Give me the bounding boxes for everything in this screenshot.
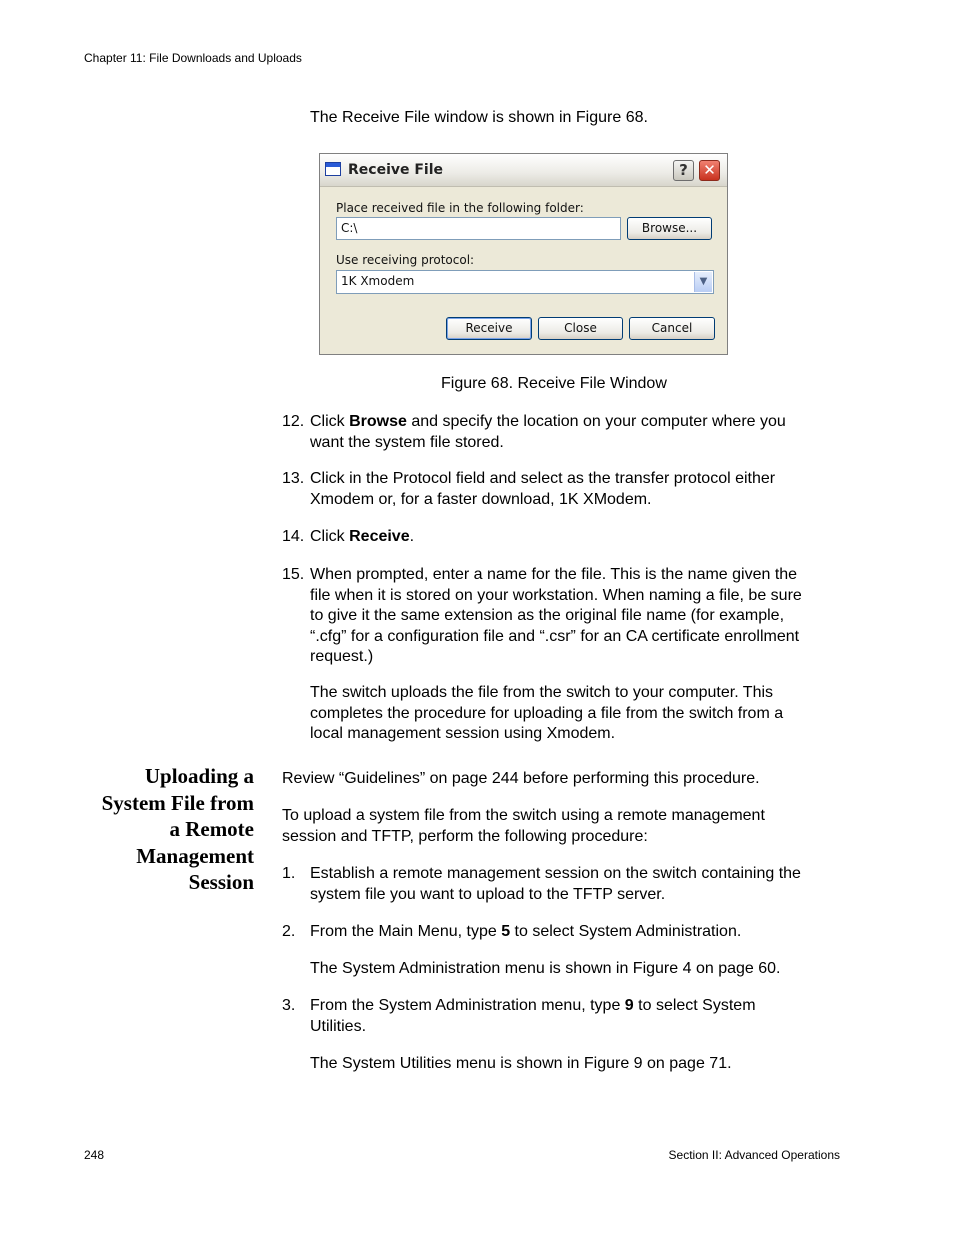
section-heading: Uploading a System File from a Remote Management Session (101, 764, 254, 894)
step-number: 3. (282, 997, 296, 1014)
step-number: 15. (282, 566, 305, 583)
step-text: From the Main Menu, type 5 to select System Administration. (310, 923, 742, 940)
list-item (282, 996, 852, 1038)
step-text: Click in the Protocol field and select as the transfer protocol either Xmodem or, for a faster download, 1K XModem. (310, 470, 776, 508)
step-number: 1. (282, 865, 296, 882)
dialog-titlebar (320, 154, 727, 187)
protocol-select[interactable] (336, 270, 714, 294)
folder-input[interactable]: C:\ (336, 217, 621, 240)
list-item (282, 469, 852, 511)
window-icon (325, 162, 341, 176)
list-item (282, 565, 852, 669)
section-footer: Section II: Advanced Operations (668, 1148, 840, 1162)
intro-text: The Receive File window is shown in Figure 68. (310, 109, 648, 126)
chevron-down-icon[interactable]: ▼ (694, 272, 712, 292)
help-icon[interactable]: ? (673, 160, 694, 181)
protocol-value: 1K Xmodem (341, 274, 415, 288)
step-text: Establish a remote management session on the switch containing the system file you want to upload to the TFTP server. (310, 865, 801, 903)
step-number: 14. (282, 528, 305, 545)
close-icon[interactable]: ✕ (699, 160, 720, 181)
receive-file-dialog (319, 153, 728, 355)
browse-button[interactable]: Browse... (627, 217, 712, 240)
close-button[interactable]: Close (538, 317, 623, 340)
step-number: 12. (282, 413, 305, 430)
utilities-note: The System Utilities menu is shown in Figure 9 on page 71. (310, 1055, 732, 1072)
list-item (282, 864, 852, 906)
receive-button[interactable]: Receive (446, 317, 532, 340)
step-text: Click Receive. (310, 528, 415, 545)
figure-caption: Figure 68. Receive File Window (441, 375, 667, 392)
review-text: Review “Guidelines” on page 244 before performing this procedure. (282, 770, 760, 787)
cancel-button[interactable]: Cancel (629, 317, 715, 340)
step-text: Click Browse and specify the location on your computer where you want the system file stored. (310, 413, 786, 451)
step-number: 13. (282, 470, 305, 487)
chapter-header: Chapter 11: File Downloads and Uploads (84, 51, 302, 65)
sysadmin-note: The System Administration menu is shown in Figure 4 on page 60. (310, 960, 781, 977)
folder-label: Place received file in the following folder: (336, 201, 584, 215)
step-text: From the System Administration menu, type 9 to select System Utilities. (310, 997, 756, 1035)
list-item (282, 922, 852, 944)
section-intro: To upload a system file from the switch using a remote management session and TFTP, perform the following procedure: (282, 807, 765, 845)
list-item (282, 527, 852, 549)
list-item (282, 412, 852, 454)
step-text: When prompted, enter a name for the file. This is the name given the file when it is stored on your workstation. When naming a file, be sure to give it the same extension as the original file name (for example, “.cfg” for a configuration file and “.csr” for an CA certificate enrollment request.) (310, 566, 802, 665)
page-number: 248 (84, 1148, 105, 1162)
protocol-label: Use receiving protocol: (336, 253, 475, 267)
uploads-paragraph: The switch uploads the file from the switch to your computer. This completes the procedure for uploading a file from the switch from a local management session using Xmodem. (310, 684, 784, 742)
step-number: 2. (282, 923, 296, 940)
dialog-title: Receive File (348, 162, 444, 178)
